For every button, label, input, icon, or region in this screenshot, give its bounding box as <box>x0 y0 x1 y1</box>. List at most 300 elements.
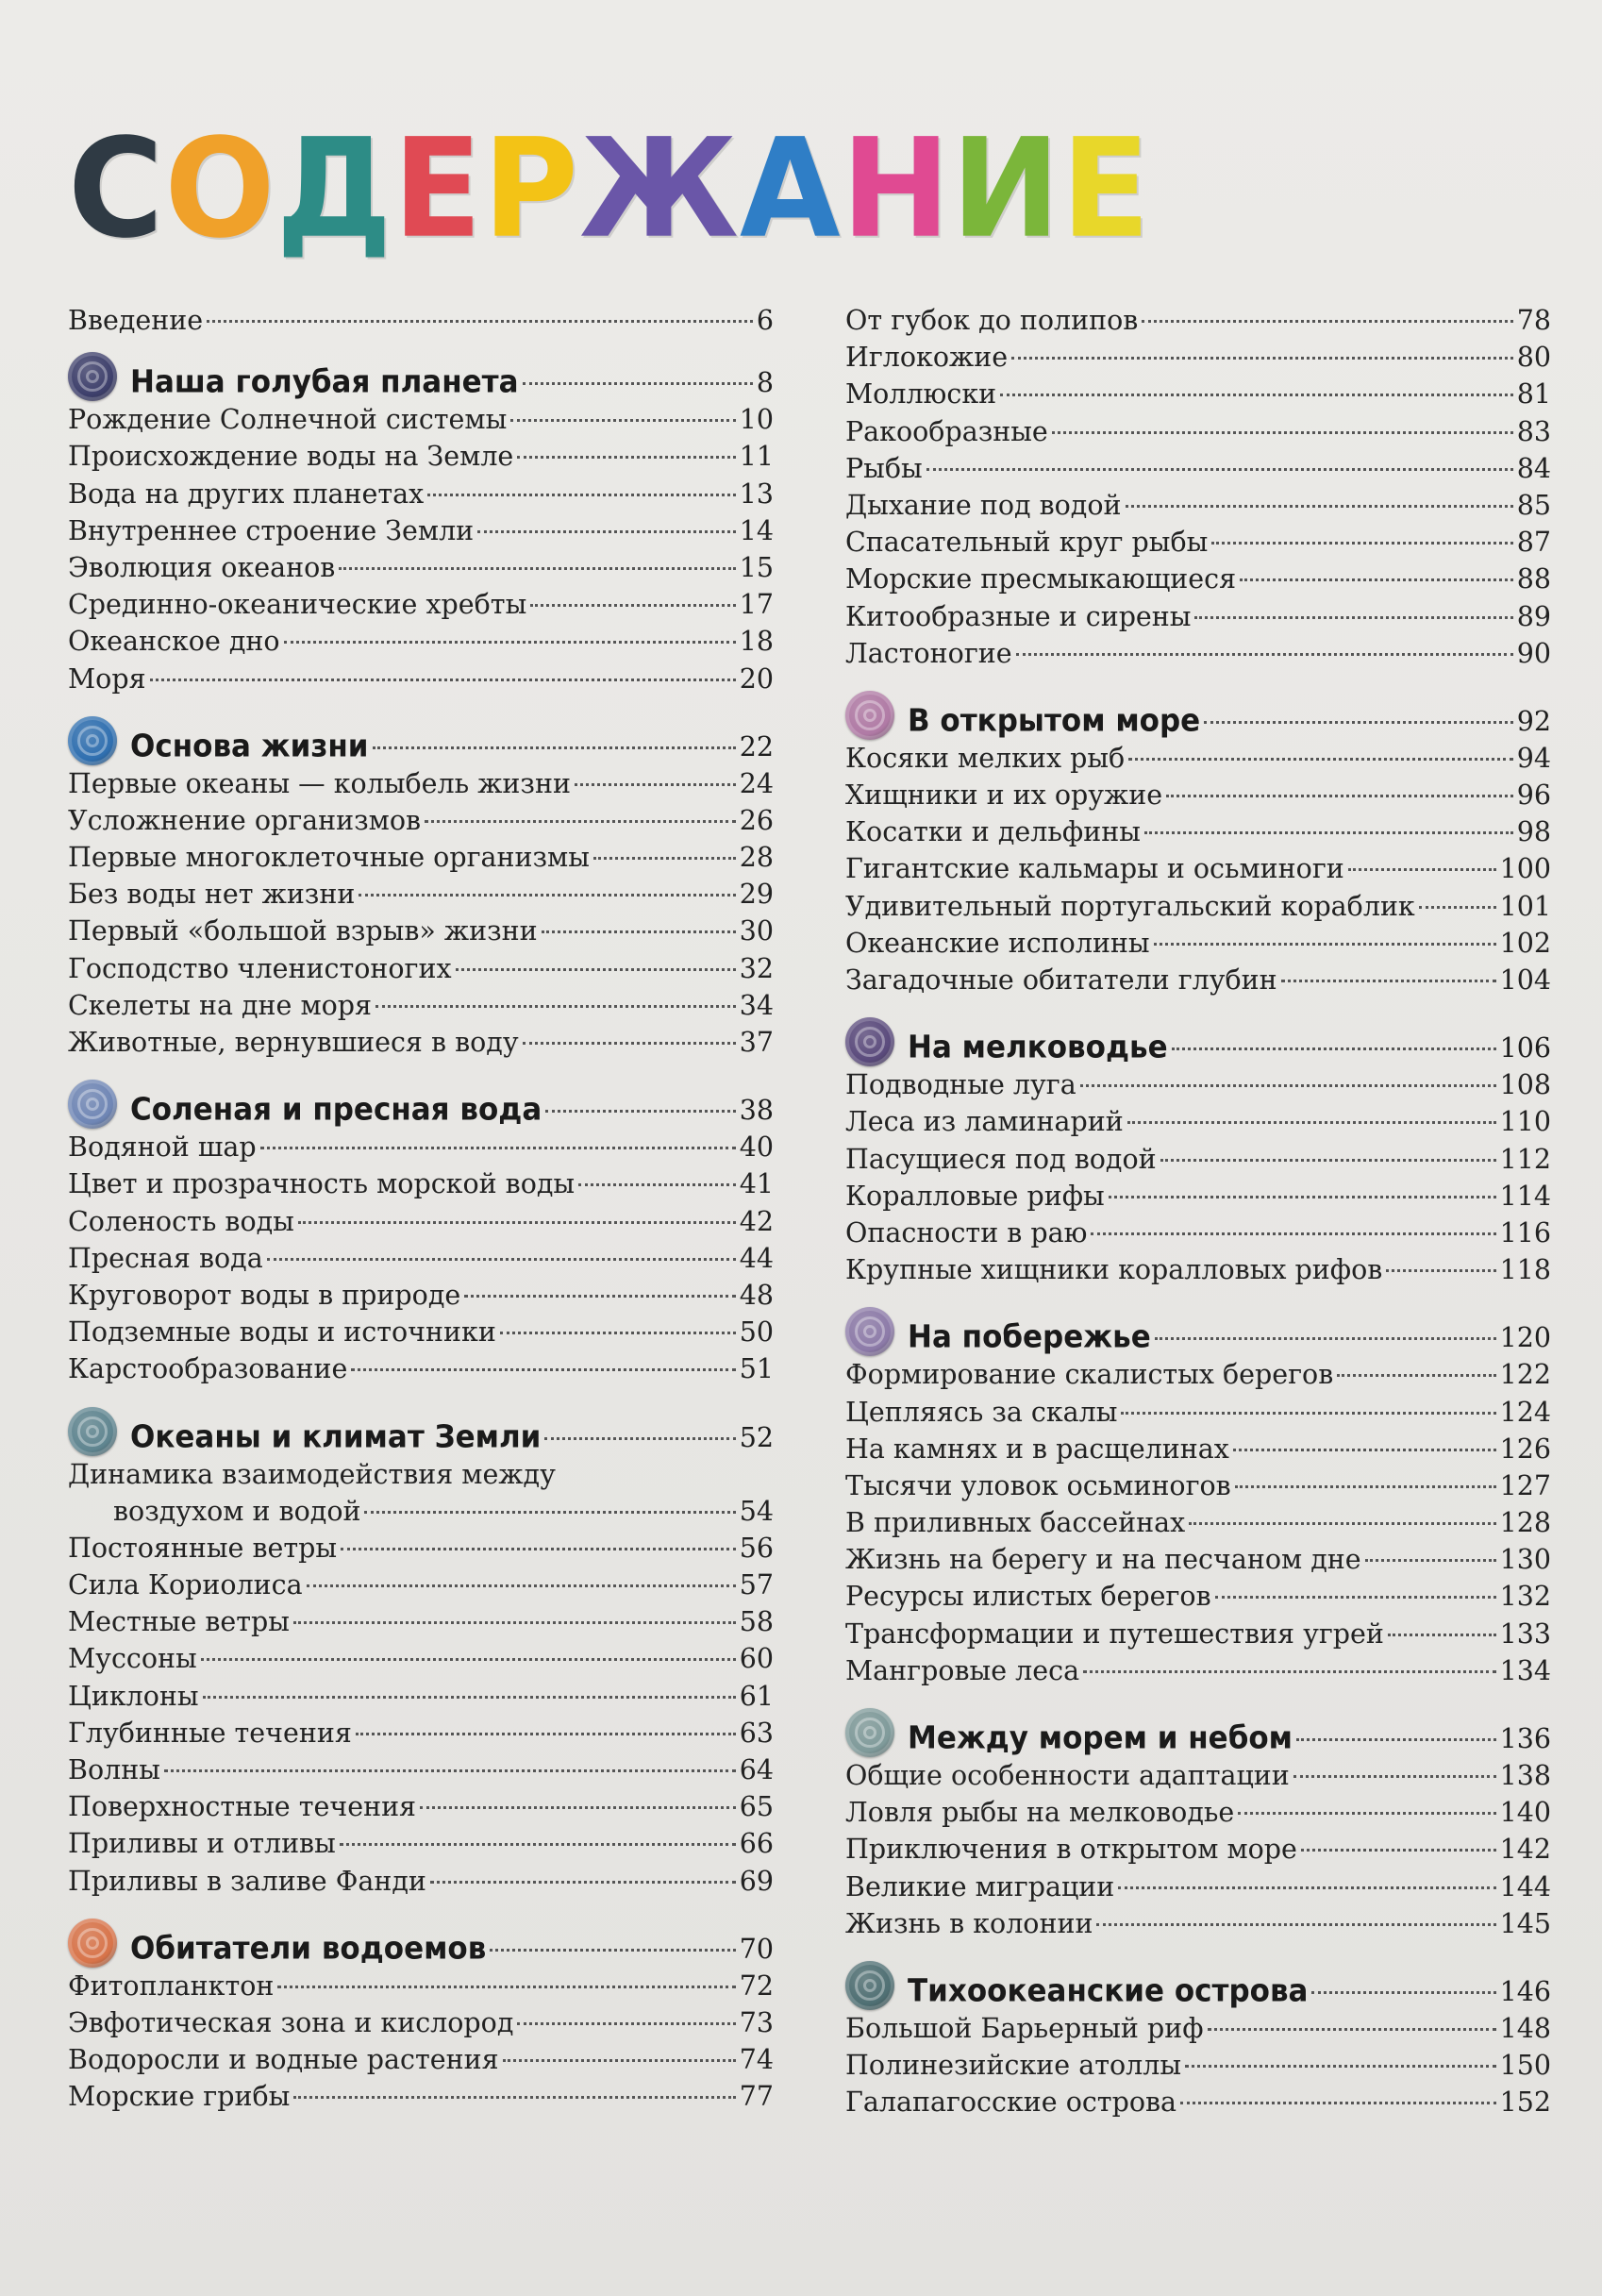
section-title: Соленая и пресная вода <box>130 1092 542 1129</box>
dot-leader <box>510 419 735 422</box>
entry-title: воздухом и водой <box>113 1495 361 1527</box>
entry-title: Без воды нет жизни <box>68 879 356 911</box>
entry-page-number: 41 <box>739 1168 774 1200</box>
toc-entry[interactable] <box>845 1905 1551 1942</box>
entry-page-number: 140 <box>1499 1797 1551 1829</box>
toc-section-heading[interactable] <box>68 1930 774 1968</box>
entry-title: Загадочные обитатели глубин <box>845 964 1277 996</box>
entry-title: Происхождение воды на Земле <box>68 441 514 473</box>
entry-title: Волны <box>68 1754 160 1785</box>
entry-page-number: 126 <box>1499 1433 1551 1465</box>
dot-leader <box>359 894 735 897</box>
dot-leader <box>1091 1232 1495 1235</box>
dot-leader <box>1194 616 1512 619</box>
entry-page-number: 29 <box>739 879 774 911</box>
entry-page-number: 17 <box>739 589 774 621</box>
entry-title: Рождение Солнечной системы <box>68 404 508 436</box>
toc-entry[interactable] <box>68 876 774 913</box>
toc-entry[interactable] <box>68 1165 774 1202</box>
entry-title: Моря <box>68 662 146 695</box>
dot-leader <box>277 1986 735 1988</box>
toc-entry[interactable] <box>68 1493 774 1530</box>
toc-entry[interactable] <box>845 635 1551 672</box>
dot-leader <box>1233 1449 1496 1451</box>
dot-leader <box>1166 795 1513 797</box>
entry-title: Тысячи уловок осьминогов <box>845 1469 1231 1501</box>
entry-title: Хищники и их оружие <box>845 779 1163 812</box>
entry-title: Трансформации и путешествия угрей <box>845 1617 1384 1650</box>
toc-entry[interactable] <box>68 1968 774 2004</box>
toc-entry[interactable] <box>845 413 1551 450</box>
entry-title: Поверхностные течения <box>68 1791 417 1823</box>
entry-page-number: 96 <box>1516 779 1551 812</box>
toc-entry[interactable] <box>845 302 1551 339</box>
toc-entry[interactable] <box>68 1678 774 1715</box>
toc-entry[interactable] <box>68 549 774 586</box>
entry-title: Мангровые леса <box>845 1654 1080 1686</box>
entry-page-number: 56 <box>739 1532 774 1564</box>
toc-entry[interactable] <box>845 339 1551 376</box>
entry-page-number: 57 <box>739 1569 774 1601</box>
toc-entry[interactable] <box>68 1530 774 1567</box>
entry-title: Фитопланктон <box>68 1969 275 2002</box>
toc-entry[interactable] <box>845 487 1551 524</box>
dot-leader <box>1126 505 1513 508</box>
dot-leader <box>456 968 736 971</box>
dot-leader <box>1000 394 1513 396</box>
entry-page-number: 94 <box>1516 742 1551 774</box>
section-page-number: 8 <box>756 367 774 399</box>
entry-page-number: 104 <box>1499 964 1551 996</box>
entry-title: Приливы в заливе Фанди <box>68 1865 426 1897</box>
toc-entry[interactable] <box>68 623 774 660</box>
entry-page-number: 63 <box>739 1717 774 1749</box>
dot-leader <box>1118 1886 1495 1889</box>
entry-title: Глубинные течения <box>68 1717 352 1749</box>
title-letter: О <box>164 109 276 269</box>
dot-leader <box>1180 2102 1496 2104</box>
dot-leader <box>364 1511 735 1514</box>
entry-page-number: 15 <box>739 551 774 583</box>
dot-leader <box>1155 1337 1496 1340</box>
toc-section-heading[interactable] <box>845 1029 1551 1066</box>
toc-entry[interactable] <box>68 1788 774 1825</box>
entry-title: Господство членистоногих <box>68 952 452 984</box>
section-page-number: 92 <box>1516 705 1551 737</box>
entry-page-number: 130 <box>1499 1544 1551 1576</box>
entry-title: Морские грибы <box>68 2081 291 2113</box>
toc-column-right <box>845 302 1551 2121</box>
toc-entry[interactable] <box>845 813 1551 850</box>
entry-page-number: 98 <box>1516 816 1551 848</box>
section-page-number: 106 <box>1499 1032 1551 1064</box>
toc-entry[interactable] <box>845 1066 1551 1103</box>
entry-page-number: 28 <box>739 842 774 874</box>
entry-title: Морские пресмыкающиеся <box>845 563 1237 595</box>
entry-title: Соленость воды <box>68 1205 294 1237</box>
dot-leader <box>260 1147 736 1149</box>
entry-title: Водяной шар <box>68 1131 257 1164</box>
entry-page-number: 58 <box>739 1606 774 1638</box>
dot-leader <box>1365 1559 1496 1562</box>
toc-entry[interactable] <box>68 661 774 697</box>
toc-entry[interactable] <box>845 850 1551 887</box>
dot-leader <box>427 494 736 496</box>
entry-title: Водоросли и водные растения <box>68 2044 499 2076</box>
toc-entry[interactable] <box>68 401 774 438</box>
dot-leader <box>1160 1159 1496 1162</box>
entry-page-number: 100 <box>1499 853 1551 885</box>
dot-leader <box>545 1110 735 1113</box>
entry-page-number: 138 <box>1499 1760 1551 1791</box>
dot-leader <box>523 382 753 385</box>
toc-section-heading[interactable] <box>68 1091 774 1129</box>
entry-title: Первый «большой взрыв» жизни <box>68 915 538 947</box>
dot-leader <box>578 1183 736 1186</box>
entry-title: Эвфотическая зона и кислород <box>68 2006 514 2038</box>
entry-title: Первые многоклеточные организмы <box>68 842 590 874</box>
entry-page-number: 34 <box>739 989 774 1021</box>
dot-leader <box>1301 1849 1496 1852</box>
entry-title: Жизнь на берегу и на песчаном дне <box>845 1544 1361 1576</box>
toc-entry[interactable] <box>68 1567 774 1603</box>
toc-entry[interactable] <box>845 777 1551 813</box>
entry-title: Ловля рыбы на мелководье <box>845 1797 1235 1829</box>
toc-entry[interactable] <box>68 476 774 512</box>
entry-title: На камнях и в расщелинах <box>845 1433 1229 1465</box>
dot-leader <box>203 1696 736 1699</box>
toc-entry[interactable] <box>845 1757 1551 1794</box>
section-page-number: 136 <box>1499 1723 1551 1754</box>
entry-page-number: 89 <box>1516 600 1551 632</box>
entry-title: Внутреннее строение Земли <box>68 514 475 546</box>
toc-entry[interactable] <box>845 1578 1551 1615</box>
toc-entry[interactable] <box>68 512 774 549</box>
dot-leader <box>430 1881 736 1884</box>
entry-title: Океанские исполины <box>845 927 1150 959</box>
entry-page-number: 48 <box>739 1279 774 1311</box>
entry-title: Иглокожие <box>845 342 1009 374</box>
entry-page-number: 66 <box>739 1828 774 1860</box>
entry-page-number: 81 <box>1516 378 1551 411</box>
toc-entry[interactable] <box>68 2004 774 2041</box>
toc-entry[interactable] <box>845 1794 1551 1831</box>
dot-leader <box>340 1843 736 1846</box>
section-page-number: 70 <box>739 1933 774 1965</box>
title-letter: Е <box>1060 109 1151 269</box>
toc-entry[interactable] <box>845 2010 1551 2047</box>
entry-title: Карстообразование <box>68 1353 348 1385</box>
entry-page-number: 127 <box>1499 1469 1551 1501</box>
toc-entry[interactable] <box>68 1240 774 1277</box>
title-letter: Н <box>841 109 952 269</box>
entry-title: Китообразные и сирены <box>845 600 1192 632</box>
section-title: Обитатели водоемов <box>130 1930 487 1967</box>
dot-leader <box>1083 1670 1496 1673</box>
toc-entry[interactable] <box>845 962 1551 998</box>
entry-page-number: 11 <box>739 441 774 473</box>
toc-entry[interactable] <box>845 1869 1551 1905</box>
toc-entry[interactable] <box>68 1715 774 1751</box>
entry-page-number: 40 <box>739 1131 774 1164</box>
toc-entry[interactable] <box>68 2041 774 2078</box>
dot-leader <box>356 1733 736 1735</box>
entry-title: Первые океаны — колыбель жизни <box>68 767 571 799</box>
toc-entry[interactable] <box>68 1350 774 1387</box>
entry-title: Спасательный круг рыбы <box>845 527 1209 559</box>
entry-title: Усложнение организмов <box>68 804 422 836</box>
section-title: Океаны и климат Земли <box>130 1418 542 1455</box>
toc-entry[interactable] <box>845 1616 1551 1652</box>
dot-leader <box>1128 758 1513 761</box>
toc-entry[interactable] <box>845 888 1551 925</box>
entry-page-number: 128 <box>1499 1507 1551 1539</box>
dot-leader <box>293 1621 736 1624</box>
entry-title: Скелеты на дне моря <box>68 989 373 1021</box>
dot-leader <box>375 1005 736 1008</box>
entry-page-number: 64 <box>739 1754 774 1785</box>
toc-section-heading[interactable] <box>845 1719 1551 1757</box>
dot-leader <box>1388 1634 1496 1636</box>
section-title: Тихоокеанские острова <box>908 1973 1309 2009</box>
entry-page-number: 116 <box>1499 1216 1551 1249</box>
toc-entry[interactable] <box>68 1024 774 1061</box>
toc-entry[interactable] <box>68 1456 774 1493</box>
dot-leader <box>1208 2028 1496 2031</box>
title-letter: А <box>739 109 842 269</box>
entry-title: Вода на других планетах <box>68 478 425 510</box>
section-page-number: 52 <box>739 1421 774 1453</box>
entry-title: Формирование скалистых берегов <box>845 1359 1334 1391</box>
entry-page-number: 78 <box>1516 305 1551 336</box>
entry-page-number: 26 <box>739 804 774 836</box>
dot-leader <box>1121 1412 1495 1415</box>
dot-leader <box>1281 980 1496 982</box>
toc-entry[interactable] <box>845 740 1551 777</box>
dot-leader <box>298 1221 736 1224</box>
entry-page-number: 144 <box>1499 1870 1551 1902</box>
dot-leader <box>1293 1775 1496 1778</box>
toc-entry[interactable] <box>68 1863 774 1900</box>
toc-section-heading[interactable] <box>845 1318 1551 1356</box>
entry-title: Подводные луга <box>845 1069 1076 1101</box>
entry-title: Гигантские кальмары и осьминоги <box>845 853 1344 885</box>
entry-page-number: 69 <box>739 1865 774 1897</box>
entry-title: Круговорот воды в природе <box>68 1279 461 1311</box>
entry-title: Косяки мелких рыб <box>845 742 1126 774</box>
section-title: Между морем и небом <box>908 1720 1293 1756</box>
entry-title: Великие миграции <box>845 1870 1115 1902</box>
entry-page-number: 65 <box>739 1791 774 1823</box>
entry-title: Приливы и отливы <box>68 1828 336 1860</box>
dot-leader <box>284 641 736 644</box>
toc-entry[interactable] <box>845 524 1551 561</box>
toc-entry[interactable] <box>845 1103 1551 1140</box>
entry-page-number: 108 <box>1499 1069 1551 1101</box>
toc-entry[interactable] <box>845 2084 1551 2120</box>
entry-title: Эволюция океанов <box>68 551 336 583</box>
section-title: Наша голубая планета <box>130 364 519 401</box>
toc-entry[interactable] <box>68 802 774 839</box>
dot-leader <box>1311 1991 1495 1994</box>
dot-leader <box>517 456 735 459</box>
entry-title: Удивительный португальский кораблик <box>845 890 1415 922</box>
entry-title: Животные, вернувшиеся в воду <box>68 1027 519 1058</box>
toc-entry[interactable] <box>68 1640 774 1677</box>
entry-title: Сила Кориолиса <box>68 1569 303 1601</box>
toc-section-heading[interactable] <box>68 1418 774 1456</box>
toc-entry[interactable] <box>68 839 774 876</box>
entry-title: От губок до полипов <box>845 305 1139 336</box>
dot-leader <box>420 1806 736 1809</box>
entry-page-number: 90 <box>1516 637 1551 669</box>
dot-leader <box>1204 721 1513 724</box>
dot-leader <box>517 2022 735 2025</box>
toc-entry[interactable] <box>68 913 774 949</box>
toc-entry[interactable] <box>68 1825 774 1862</box>
toc-entry[interactable] <box>845 1652 1551 1689</box>
dot-leader <box>201 1658 736 1661</box>
toc-section-heading[interactable] <box>68 728 774 765</box>
dot-leader <box>339 567 735 570</box>
entry-page-number: 118 <box>1499 1254 1551 1286</box>
entry-title: Срединно-океанические хребты <box>68 589 527 621</box>
title-letter: Р <box>482 109 579 269</box>
toc-entry[interactable] <box>845 561 1551 597</box>
entry-page-number: 85 <box>1516 489 1551 521</box>
dot-leader <box>503 2059 736 2062</box>
toc-entry[interactable] <box>845 598 1551 635</box>
entry-page-number: 152 <box>1499 2087 1551 2119</box>
toc-entry[interactable] <box>845 2047 1551 2084</box>
entry-page-number: 44 <box>739 1242 774 1274</box>
dot-leader <box>1337 1374 1495 1377</box>
title-letter: С <box>68 109 165 269</box>
dot-leader <box>1238 1812 1495 1815</box>
entry-title: Пресная вода <box>68 1242 263 1274</box>
toc-entry[interactable] <box>68 765 774 802</box>
section-page-number: 120 <box>1499 1322 1551 1354</box>
toc-entry[interactable] <box>845 1178 1551 1215</box>
toc-entry[interactable] <box>68 2078 774 2115</box>
toc-entry[interactable] <box>68 1314 774 1350</box>
toc-entry[interactable] <box>845 925 1551 962</box>
entry-title: Рыбы <box>845 452 923 484</box>
entry-title: Цвет и прозрачность морской воды <box>68 1168 576 1200</box>
dot-leader <box>1011 357 1513 360</box>
toc-entry[interactable] <box>845 1394 1551 1431</box>
dot-leader <box>490 1949 735 1952</box>
toc-entry[interactable] <box>68 1603 774 1640</box>
dot-leader <box>207 320 753 323</box>
entry-page-number: 112 <box>1499 1143 1551 1175</box>
toc-entry[interactable] <box>68 1277 774 1314</box>
toc-section-heading[interactable] <box>845 1972 1551 2010</box>
toc-entry[interactable] <box>68 586 774 623</box>
toc-entry[interactable] <box>845 450 1551 487</box>
dot-leader <box>477 530 736 533</box>
dot-leader <box>1144 831 1513 834</box>
toc-entry[interactable] <box>845 1215 1551 1251</box>
entry-page-number: 114 <box>1499 1180 1551 1212</box>
toc-entry[interactable] <box>845 1504 1551 1541</box>
dot-leader <box>425 820 736 823</box>
entry-title: Опасности в раю <box>845 1216 1088 1249</box>
toc-section-heading[interactable] <box>845 702 1551 740</box>
entry-title: Цепляясь за скалы <box>845 1396 1118 1428</box>
toc-entry[interactable] <box>68 987 774 1024</box>
entry-title: Динамика взаимодействия между <box>68 1458 556 1490</box>
toc-entry[interactable] <box>845 1251 1551 1288</box>
entry-title: Крупные хищники коралловых рифов <box>845 1254 1383 1286</box>
entry-page-number: 83 <box>1516 415 1551 447</box>
entry-title: Жизнь в колонии <box>845 1907 1093 1939</box>
dot-leader <box>1240 578 1513 581</box>
toc-entry[interactable] <box>845 1141 1551 1178</box>
dot-leader <box>267 1258 736 1261</box>
toc-entry[interactable] <box>845 1831 1551 1868</box>
dot-leader <box>530 604 735 607</box>
entry-page-number: 60 <box>739 1643 774 1675</box>
entry-page-number: 10 <box>739 404 774 436</box>
dot-leader <box>1096 1923 1495 1926</box>
section-title: В открытом море <box>908 702 1201 739</box>
section-title: Основа жизни <box>130 728 369 764</box>
entry-page-number: 80 <box>1516 342 1551 374</box>
entry-page-number: 6 <box>756 305 774 336</box>
entry-page-number: 50 <box>739 1316 774 1349</box>
entry-page-number: 61 <box>739 1680 774 1712</box>
dot-leader <box>593 857 736 860</box>
dot-leader <box>464 1295 735 1298</box>
entry-title: В приливных бассейнах <box>845 1507 1186 1539</box>
toc-entry[interactable] <box>845 1431 1551 1467</box>
dot-leader <box>1419 906 1496 909</box>
toc-entry[interactable] <box>68 302 774 339</box>
entry-page-number: 51 <box>739 1353 774 1385</box>
entry-title: Косатки и дельфины <box>845 816 1141 848</box>
toc-section-heading[interactable] <box>68 363 774 401</box>
toc-entry[interactable] <box>845 1541 1551 1578</box>
entry-page-number: 122 <box>1499 1359 1551 1391</box>
entry-page-number: 142 <box>1499 1834 1551 1866</box>
dot-leader <box>1172 1047 1496 1050</box>
entry-page-number: 88 <box>1516 563 1551 595</box>
entry-page-number: 84 <box>1516 452 1551 484</box>
toc-entry[interactable] <box>68 438 774 475</box>
dot-leader <box>1348 868 1496 871</box>
dot-leader <box>1211 542 1512 545</box>
dot-leader <box>1296 1738 1496 1741</box>
toc-entry[interactable] <box>68 1751 774 1788</box>
dot-leader <box>542 930 736 933</box>
toc-entry[interactable] <box>68 950 774 987</box>
toc-entry[interactable] <box>845 1356 1551 1393</box>
toc-entry[interactable] <box>845 376 1551 412</box>
dot-leader <box>1109 1196 1496 1198</box>
section-page-number: 146 <box>1499 1975 1551 2007</box>
toc-entry[interactable] <box>68 1129 774 1165</box>
dot-leader <box>1142 320 1512 323</box>
entry-page-number: 42 <box>739 1205 774 1237</box>
dot-leader <box>1127 1121 1496 1124</box>
toc-entry[interactable] <box>68 1203 774 1240</box>
dot-leader <box>293 2096 735 2099</box>
toc-entry[interactable] <box>845 1467 1551 1504</box>
dot-leader <box>500 1332 736 1334</box>
entry-title: Полинезийские атоллы <box>845 2050 1182 2082</box>
toc-column-left <box>68 302 774 2116</box>
